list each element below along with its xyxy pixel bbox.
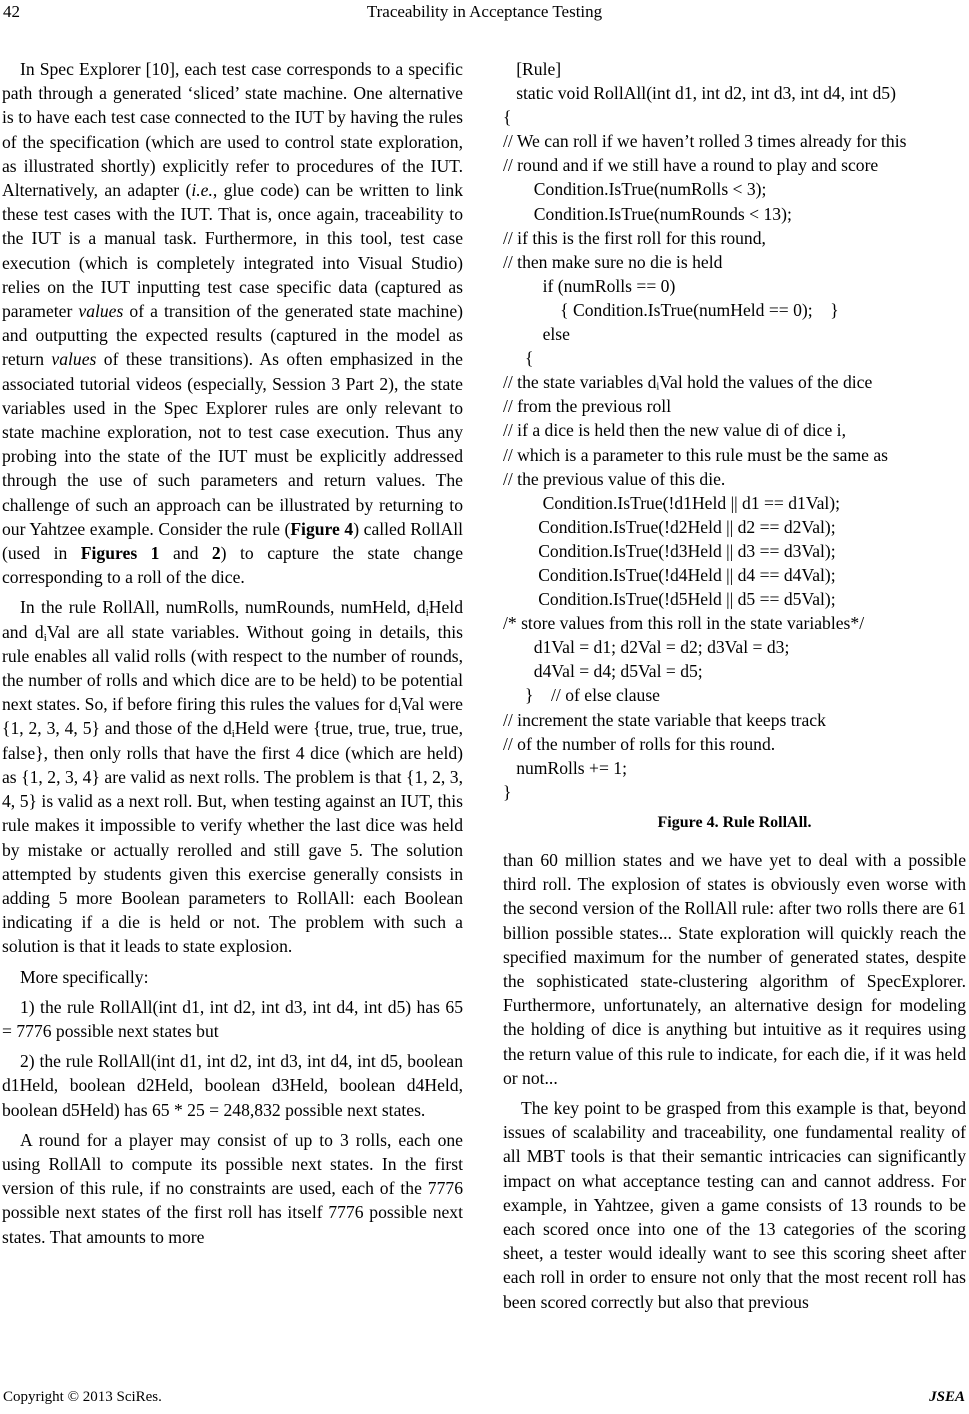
text-run: Val were {1, 2, 3, 4, 5} and those of the d — [2, 694, 463, 739]
journal-name: JSEA — [929, 1389, 965, 1405]
code-line: if (numRolls == 0) — [503, 275, 676, 296]
subscript: i — [397, 704, 401, 717]
text-run: In Spec Explorer [10], each test case corresponds to a specific path through a generated ‘sliced’ state machine. One alternative is to have each test case connected to the IUT by having the rules of the specification (which are used to control state exploration, as illustrated shortly) explicitly refer to procedures of the IUT. Alternatively, an adapter ( — [2, 59, 463, 201]
code-line: // round and if we still have a round to play and score — [503, 155, 879, 176]
code-line: Condition.IsTrue(!d2Held || d2 == d2Val); — [503, 516, 836, 537]
code-line: // from the previous roll — [503, 396, 672, 417]
paragraph-round: A round for a player may consist of up to 3 rolls, each one using RollAll to compute its possible next states. In the first version of this rule, if no constraints are used, each of the 7776 possible next states of the first roll has itself 7776 possible next states. That amounts to more — [2, 1129, 463, 1247]
italic-run: values — [51, 349, 97, 370]
code-line: // which is a parameter to this rule must be the same as — [503, 444, 889, 465]
figure-ref: Figure 4 — [290, 518, 354, 539]
code-line: // if this is the first roll for this round, — [503, 227, 766, 248]
text-run: ) to capture the state change corresponding to a roll of the dice. — [2, 543, 464, 588]
left-column — [2, 57, 463, 1249]
code-line: { Condition.IsTrue(numHeld == 0); } — [503, 299, 839, 320]
code-line: Condition.IsTrue(numRounds < 13); — [503, 203, 792, 224]
code-line: numRolls += 1; — [503, 757, 627, 778]
code-line: Condition.IsTrue(!d4Held || d4 == d4Val); — [503, 564, 836, 585]
code-line: // then make sure no die is held — [503, 251, 723, 272]
copyright-notice: Copyright © 2013 SciRes. — [3, 1389, 162, 1405]
code-line: } // of else clause — [503, 685, 660, 706]
code-line: /* store values from this roll in the state variables*/ — [503, 613, 865, 634]
italic-run: i.e. — [191, 180, 213, 201]
text-run: Held and d — [2, 597, 463, 642]
code-listing — [503, 57, 966, 804]
text-run: of a transition of the generated state machine) and outputting the expected results (captured in the model as return — [2, 301, 463, 370]
code-line: // We can roll if we haven’t rolled 3 times already for this — [503, 131, 907, 152]
subscript: i — [231, 728, 235, 741]
paragraph-more-specifically: More specifically: — [20, 966, 149, 987]
paragraph-state-explosion: than 60 million states and we have yet to deal with a possible third roll. The explosion of states is obviously even worse with the second version of the RollAll rule: after two rolls there are 61 billion possible states... State exploration will quickly reach the specified maximum for the number of generated states, despite the sophisticated state-clustering algorithm of SpecExplorer. Furthermore, unfortunately, an alternative design for modeling the holding of dice is anything but intuitive as it requires using the return value of this rule to indicate, for each die, if it was held or not... — [503, 849, 966, 1088]
subscript: i — [425, 607, 429, 620]
code-line: static void RollAll(int d1, int d2, int d3, int d4, int d5) — [503, 83, 896, 104]
list-item-1: 1) the rule RollAll(int d1, int d2, int d3, int d4, int d5) has 65 = 7776 possible next states but — [2, 996, 463, 1041]
code-line: // if a dice is held then the new value di of dice i, — [503, 420, 846, 441]
paragraph-rollall-rule — [2, 595, 463, 958]
code-line: Condition.IsTrue(numRolls < 3); — [503, 179, 767, 200]
code-line: } — [503, 781, 512, 802]
code-line: // the state variables dᵢVal hold the values of the dice — [503, 372, 873, 393]
figure-caption: Figure 4. Rule RollAll. — [657, 813, 812, 831]
right-column — [503, 57, 966, 1314]
code-line: // the previous value of this die. — [503, 468, 726, 489]
code-line: Condition.IsTrue(!d1Held || d1 == d1Val); — [503, 492, 841, 513]
page-header — [0, 0, 969, 30]
code-line: d4Val = d4; d5Val = d5; — [503, 661, 703, 682]
italic-run: values — [78, 301, 124, 322]
text-run: , glue code) can be written to link these test cases with the IUT. That is, once again, traceability to the IUT is a manual task. Furthermore, in this tool, test case execution (which is completely integrated into Visual Studio) relies on the IUT inputting test case specific data (captured as parameter — [2, 180, 463, 322]
text-run: Val are all state variables. Without going in details, this rule enables all valid rolls (with respect to the number of rounds, the number of rolls and which dice are to be held) to be potential next states. So, if before firing this rules the values for d — [2, 621, 463, 715]
text-run: Held were {true, true, true, true, false}, then only rolls that have the first 4 dice (which are held) as {1, 2, 3, 4} are valid as next rolls. The problem is that {1, 2, 3, 4, 5} is valid as a next roll. But, when testing against an IUT, this rule makes it impossible to verify whether the last dice was held by mistake or actually rerolled and still gave 5. The solution attempted by students given this exercise generally consists in adding 5 more Boolean parameters to RollAll: each Boolean indicating if a die is held or not. The problem with such a solution is that it leads to state explosion. — [2, 718, 463, 957]
code-line: // increment the state variable that keeps track — [503, 709, 826, 730]
code-line: Condition.IsTrue(!d3Held || d3 == d3Val); — [503, 540, 836, 561]
figure-ref: Figures 1 — [80, 543, 160, 564]
code-line: d1Val = d1; d2Val = d2; d3Val = d3; — [503, 637, 790, 658]
code-line: [Rule] — [503, 59, 562, 79]
list-item-2: 2) the rule RollAll(int d1, int d2, int d3, int d4, int d5, boolean d1Held, boolean d2Held, boolean d3Held, boolean d4Held, boolean d5Held) has 65 * 25 = 248,832 possible next states. — [2, 1051, 463, 1120]
code-line: { — [503, 107, 512, 128]
paragraph-key-point: The key point to be grasped from this example is that, beyond issues of scalability and traceability, one fundamental reality of all MBT tools is that their semantic intricacies can significantly impact on what acceptance testing can and cannot address. For example, in Yahtzee, given a game consists of 13 rounds to be each scored once into one of the 13 categories of the scoring sheet, a tester would ideally want to see this scoring sheet after each roll in order to ensure not only that the most recent roll has been scored correctly but also that previous — [503, 1097, 966, 1312]
code-line: else — [503, 324, 570, 345]
subscript: i — [43, 631, 47, 644]
text-run: and — [159, 543, 212, 564]
running-title: Traceability in Acceptance Testing — [366, 2, 603, 21]
code-line: Condition.IsTrue(!d5Held || d5 == d5Val); — [503, 589, 836, 610]
text-run: of these transitions). As often emphasized in the associated tutorial videos (especially, Session 3 Part 2), the state variables used in the Spec Explorer rules are only relevant to state machine exploration, not to test case execution. Thus any probing into the state of the IUT must be explicitly addressed through the use of such parameters and return values. The challenge of such an approach can be illustrated by returning to our Yahtzee example. Consider the rule ( — [2, 349, 463, 539]
text-run: In the rule RollAll, numRolls, numRounds, numHeld, d — [20, 597, 426, 618]
paragraph-spec-explorer — [2, 57, 463, 589]
text-run: ) called RollAll (used in — [2, 518, 463, 564]
page-number: 42 — [3, 2, 20, 21]
code-line: // of the number of rolls for this round. — [503, 733, 776, 754]
figure-ref: 2 — [211, 543, 221, 564]
code-line: { — [503, 348, 534, 369]
